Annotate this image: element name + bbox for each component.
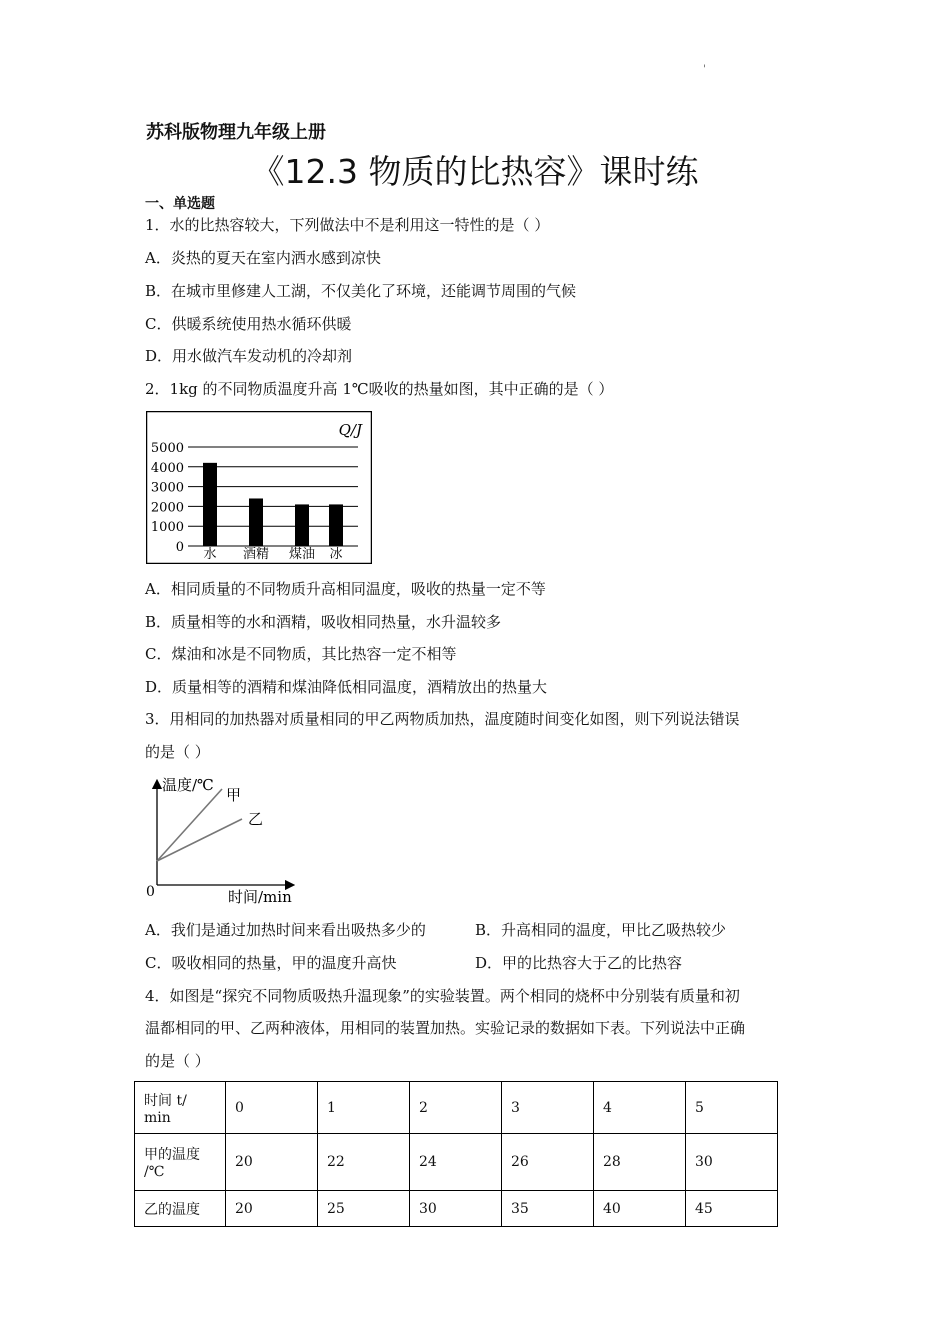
q4-stem-line1: 4．如图是“探究不同物质吸热升温现象”的实验装置。两个相同的烧杯中分别装有质量和初: [145, 987, 740, 1005]
bar-category-label: 冰: [329, 547, 343, 562]
q2-stem: 2．1kg 的不同物质温度升高 1℃吸收的热量如图，其中正确的是（ ）: [145, 380, 614, 398]
table-row: [135, 1082, 778, 1134]
table-cell: 25: [318, 1191, 410, 1227]
bar: [203, 463, 217, 546]
bar-ytick-label: 3000: [150, 480, 184, 496]
bar-ytick-label: 2000: [150, 500, 184, 516]
bar-ytick-label: 0: [175, 540, 184, 555]
q4-stem-line2: 温都相同的甲、乙两种液体，用相同的装置加热。实验记录的数据如下表。下列说法中正确: [145, 1019, 746, 1037]
line-chart-xlabel: 时间/min: [228, 888, 292, 906]
series-line: [157, 819, 242, 861]
table-cell: 22: [318, 1134, 410, 1191]
table-row: [135, 1191, 778, 1227]
q3-option-c: C．吸收相同的热量，甲的温度升高快: [145, 954, 397, 972]
q2-option-b: B．质量相等的水和酒精，吸收相同热量，水升温较多: [145, 613, 502, 631]
bar-category-label: 煤油: [288, 547, 316, 562]
q2-option-c: C．煤油和冰是不同物质，其比热容一定不相等: [145, 645, 457, 663]
bar-chart-heat: [146, 411, 372, 564]
bar-ytick-label: 5000: [150, 441, 184, 456]
q3-stem-line2: 的是（ ）: [145, 743, 210, 761]
table-cell: 0: [226, 1082, 318, 1134]
q2-option-a: A．相同质量的不同物质升高相同温度，吸收的热量一定不等: [145, 580, 546, 598]
bar-ytick-label: 1000: [150, 520, 184, 536]
table-cell: 20: [226, 1191, 318, 1227]
bar: [249, 498, 263, 546]
series-label: 甲: [226, 786, 242, 804]
q1-stem: 1．水的比热容较大，下列做法中不是利用这一特性的是（ ）: [145, 216, 550, 234]
q1-option-b: B．在城市里修建人工湖，不仅美化了环境，还能调节周围的气候: [145, 282, 577, 300]
bar-chart-ylabel: Q/J: [338, 421, 362, 439]
page-title: 《12.3 物质的比热容》课时练: [251, 152, 699, 191]
line-chart-ylabel: 温度/℃: [162, 776, 214, 794]
bar: [295, 504, 309, 546]
line-chart-origin: 0: [146, 884, 155, 900]
table-row: [135, 1134, 778, 1191]
header-mark: ': [703, 64, 706, 75]
table-header-cell: 时间 t/ min: [135, 1082, 226, 1134]
q4-stem-line3: 的是（ ）: [145, 1052, 210, 1070]
table-header-cell: 甲的温度 /℃: [135, 1134, 226, 1191]
q1-option-a: A．炎热的夏天在室内洒水感到凉快: [145, 249, 381, 267]
section-heading: 一、单选题: [145, 196, 215, 212]
bar-category-label: 水: [203, 547, 217, 562]
table-cell: 24: [410, 1134, 502, 1191]
table-cell: 20: [226, 1134, 318, 1191]
table-cell: 28: [594, 1134, 686, 1191]
table-cell: 5: [686, 1082, 778, 1134]
table-cell: 2: [410, 1082, 502, 1134]
table-header-cell: 乙的温度: [135, 1191, 226, 1227]
series-title: 苏科版物理九年级上册: [146, 122, 326, 143]
table-cell: 26: [502, 1134, 594, 1191]
q2-option-d: D．质量相等的酒精和煤油降低相同温度，酒精放出的热量大: [145, 678, 548, 696]
table-cell: 30: [686, 1134, 778, 1191]
table-cell: 3: [502, 1082, 594, 1134]
table-cell: 4: [594, 1082, 686, 1134]
table-cell: 1: [318, 1082, 410, 1134]
data-table: [134, 1081, 778, 1227]
bar-ytick-label: 4000: [150, 460, 184, 476]
q1-option-d: D．用水做汽车发动机的冷却剂: [145, 347, 353, 365]
series-label: 乙: [248, 810, 264, 828]
q3-option-b: B．升高相同的温度，甲比乙吸热较少: [475, 921, 727, 939]
line-chart-temperature: [140, 770, 310, 908]
table-cell: 40: [594, 1191, 686, 1227]
bar: [329, 504, 343, 546]
table-cell: 45: [686, 1191, 778, 1227]
q3-option-a: A．我们是通过加热时间来看出吸热多少的: [145, 921, 426, 939]
q1-option-c: C．供暖系统使用热水循环供暖: [145, 315, 352, 333]
q3-stem-line1: 3．用相同的加热器对质量相同的甲乙两物质加热，温度随时间变化如图，则下列说法错误: [145, 710, 740, 728]
q3-option-d: D．甲的比热容大于乙的比热容: [475, 954, 683, 972]
bar-category-label: 酒精: [242, 547, 270, 562]
series-line: [157, 789, 222, 861]
table-cell: 35: [502, 1191, 594, 1227]
table-cell: 30: [410, 1191, 502, 1227]
